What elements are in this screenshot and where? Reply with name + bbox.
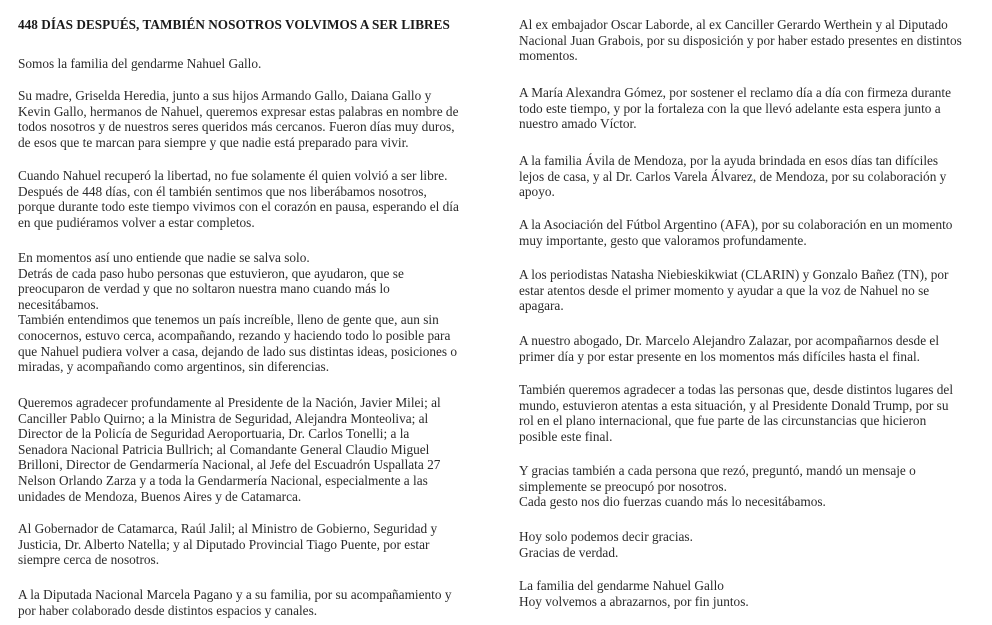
paragraph-intro: Somos la familia del gendarme Nahuel Gallo. <box>18 56 262 71</box>
paragraph-thanks-worldwide: También queremos agradecer a todas las personas que, desde distintos lugares del mundo, estuvieron atentas a esta situación, y al Presidente Donald Trump, por su rol en el plano internacional, que fue parte de las circunstancias que hicieron posible este final. <box>519 382 954 444</box>
paragraph-gratitude: Hoy solo podemos decir gracias. Gracias de verdad. <box>519 529 693 560</box>
paragraph-thanks-avila: A la familia Ávila de Mendoza, por la ayuda brindada en esos días tan difíciles lejos de casa, y al Dr. Carlos Varela Álvarez, de Mendoza, por su colaboración y apoyo. <box>519 153 947 200</box>
paragraph-thanks-catamarca: Al Gobernador de Catamarca, Raúl Jalil; al Ministro de Gobierno, Seguridad y Justicia, Dr. Alberto Natella; y al Diputado Provincial Tiago Puente, por estar siempre cerca de nosotros. <box>18 521 438 568</box>
paragraph-family-statement: Su madre, Griselda Heredia, junto a sus hijos Armando Gallo, Daiana Gallo y Kevin Gallo, hermanos de Nahuel, queremos expresar estas palabras en nombre de todos nosotros y de nuestros seres queridos más cercanos. Fueron días muy duros, de esos que te marcan para siempre y que nadie está preparado para vivir. <box>18 88 459 150</box>
paragraph-thanks-journalists: A los periodistas Natasha Niebieskikwiat (CLARIN) y Gonzalo Bañez (TN), por estar atentos desde el primer momento y ayudar a que la voz de Nahuel no se apagara. <box>519 267 949 314</box>
document-title: 448 DÍAS DESPUÉS, TAMBIÉN NOSOTROS VOLVIMOS A SER LIBRES <box>18 17 450 32</box>
paragraph-thanks-laborde: Al ex embajador Oscar Laborde, al ex Canciller Gerardo Werthein y al Diputado Nacional Juan Grabois, por su disposición y por haber estado presentes en distintos momentos. <box>519 17 962 64</box>
paragraph-thanks-gomez: A María Alexandra Gómez, por sostener el reclamo día a día con firmeza durante todo este tiempo, y por la fortaleza con la que llevó adelante esta espera junto a nuestro amado Víctor. <box>519 85 951 132</box>
paragraph-nobody-alone: En momentos así uno entiende que nadie se salva solo. Detrás de cada paso hubo personas que estuvieron, que ayudaron, que se preocuparon de verdad y que no soltaron nuestra mano cuando más lo necesitábamos. También entendimos que tenemos un país increíble, lleno de gente que, aun sin conocernos, estuvo cerca, acompañando, rezando y haciendo todo lo posible para que Nahuel pudiera volver a casa, dejando de lado sus distintas ideas, posiciones o miradas, y acompañando como argentinos, sin diferencias. <box>18 250 458 375</box>
paragraph-freedom: Cuando Nahuel recuperó la libertad, no fue solamente él quien volvió a ser libre. Después de 448 días, con él también sentimos que nos liberábamos nosotros, porque durante todo este tiempo vivimos con el corazón en pausa, esperando el día en que pudiéramos volver a estar completos. <box>18 168 459 230</box>
paragraph-thanks-everyone: Y gracias también a cada persona que rezó, preguntó, mandó un mensaje o simplemente se preocupó por nosotros. Cada gesto nos dio fuerzas cuando más lo necesitábamos. <box>519 463 916 510</box>
paragraph-thanks-lawyer: A nuestro abogado, Dr. Marcelo Alejandro Zalazar, por acompañarnos desde el primer día y por estar presente en los momentos más difíciles hasta el final. <box>519 333 940 364</box>
paragraph-signature: La familia del gendarme Nahuel Gallo Hoy volvemos a abrazarnos, por fin juntos. <box>519 578 749 609</box>
paragraph-thanks-national: Queremos agradecer profundamente al Presidente de la Nación, Javier Milei; al Canciller Pablo Quirno; a la Ministra de Seguridad, Alejandra Monteoliva; al Director de la Policía de Seguridad Aeroportuaria, Dr. Carlos Tonelli; a la Senadora Nacional Patricia Bullrich; al Comandante General Claudio Miguel Brilloni, Director de Gendarmería Nacional, al Jefe del Escuadrón Uspallata 27 Nelson Orlando Zarza y a toda la Gendarmería Nacional, especialmente a las unidades de Mendoza, Buenos Aires y de Catamarca. <box>18 395 441 504</box>
paragraph-thanks-pagano: A la Diputada Nacional Marcela Pagano y a su familia, por su acompañamiento y por haber colaborado desde distintos espacios y canales. <box>18 587 452 618</box>
paragraph-thanks-afa: A la Asociación del Fútbol Argentino (AFA), por su colaboración en un momento muy importante, gesto que valoramos profundamente. <box>519 217 953 248</box>
